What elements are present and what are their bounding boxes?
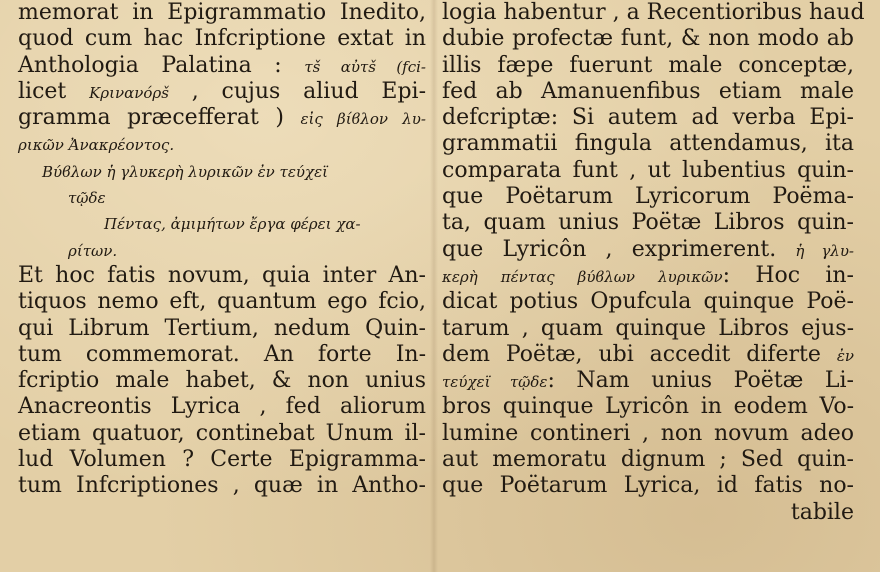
- text-line: grammatii fingula attendamus, ita: [442, 131, 854, 157]
- greek-text: Πέντας, ἀμιμήτων ἔργα φέρει χα-: [104, 215, 361, 234]
- verse-line: [18, 237, 426, 263]
- right-text-column: [442, 0, 865, 526]
- text-line: qui Librum Tertium, nedum Quin-: [18, 315, 426, 341]
- text-line: tum commemorat. An forte In-: [18, 341, 426, 367]
- text-line: defcriptæ: Si autem ad verba Epi-: [442, 105, 854, 131]
- text-line: que Poëtarum Lyricorum Poëma-: [442, 184, 854, 210]
- text-line: que Poëtarum Lyrica, id fatis no-: [442, 473, 854, 499]
- text-line: memorat in Epigrammatio Inedito,: [18, 0, 426, 25]
- text-line: lumine contineri , non novum adeo: [442, 420, 854, 446]
- text-line: ta, quam unius Poëtæ Libros quin-: [442, 210, 854, 236]
- greek-text: εἰς βίϐλον λυ-: [300, 110, 426, 129]
- text-line: gramma præcefferat ) εἰς βίϐλον λυ-: [18, 105, 426, 131]
- text-line: bros quinque Lyricôn in eodem Vo-: [442, 394, 854, 420]
- text-line: Anthologia Palatina : τš αὐτš (fci-: [18, 52, 426, 78]
- text-line: dubie profectæ funt, & non modo ab: [442, 26, 854, 52]
- text-line: tiquos nemo eft, quantum ego fcio,: [18, 289, 426, 315]
- greek-text: ἐν: [836, 346, 855, 365]
- text-line: lud Volumen ? Certe Epigramma-: [18, 447, 426, 473]
- text-line: que Lyricôn , exprimerent. ἡ γλυ-: [442, 236, 855, 262]
- greek-text: Κρινανόρš: [89, 83, 169, 102]
- text-line: logia habentur , a Recentioribus haud: [442, 0, 865, 25]
- greek-text: τεύχεϊ τῷδε: [442, 373, 548, 392]
- greek-text: τῷδε: [68, 189, 106, 208]
- text-line: comparata funt , ut lubentius quin-: [442, 157, 854, 183]
- greek-text: κερὴ πέντας βύϐλων λυρικῶν: [442, 267, 723, 286]
- catchword: tabile: [790, 499, 854, 525]
- greek-text: ρίτων.: [68, 241, 118, 260]
- text-line: aut memoratu dignum ; Sed quin-: [442, 447, 854, 473]
- greek-text: τš αὐτš (fci-: [304, 57, 426, 76]
- text-line: tum Infcriptiones , quæ in Antho-: [18, 473, 426, 499]
- text-line: quod cum hac Infcriptione extat in: [18, 26, 426, 52]
- text-line: fcriptio male habet, & non unius: [18, 368, 426, 394]
- greek-text: ἡ γλυ-: [795, 241, 855, 260]
- text-line: illis fæpe fuerunt male conceptæ,: [442, 52, 854, 78]
- page-gutter-shadow: [430, 0, 438, 572]
- text-line: τεύχεϊ τῷδε: Nam unius Poëtæ Li-: [442, 368, 854, 394]
- text-line: κερὴ πέντας βύϐλων λυρικῶν: Hoc in-: [442, 262, 854, 288]
- text-line: dem Poëtæ, ubi accedit diferte ἐν: [442, 341, 855, 367]
- text-line: licet Κρινανόρš , cujus aliud Epi-: [18, 78, 427, 104]
- text-line: dicat potius Opufcula quinque Poë-: [442, 289, 854, 315]
- greek-text: ρικῶν Ἀνακρέοντος.: [18, 136, 175, 155]
- text-line: Anacreontis Lyrica , fed aliorum: [18, 394, 426, 420]
- text-line: tarum , quam quinque Libros ejus-: [442, 315, 854, 341]
- verse-line: [18, 210, 426, 236]
- text-line: etiam quatuor, continebat Unum il-: [18, 420, 426, 446]
- greek-text: Βύϐλων ἡ γλυκερὴ λυρικῶν ἐν τεύχεϊ: [42, 162, 329, 181]
- left-text-column: [18, 0, 426, 500]
- text-line: [18, 131, 426, 157]
- verse-line: [18, 158, 426, 184]
- verse-line: [18, 184, 426, 210]
- text-line: fed ab Amanuenfibus etiam male: [442, 78, 854, 104]
- text-line: Et hoc fatis novum, quia inter An-: [18, 262, 426, 288]
